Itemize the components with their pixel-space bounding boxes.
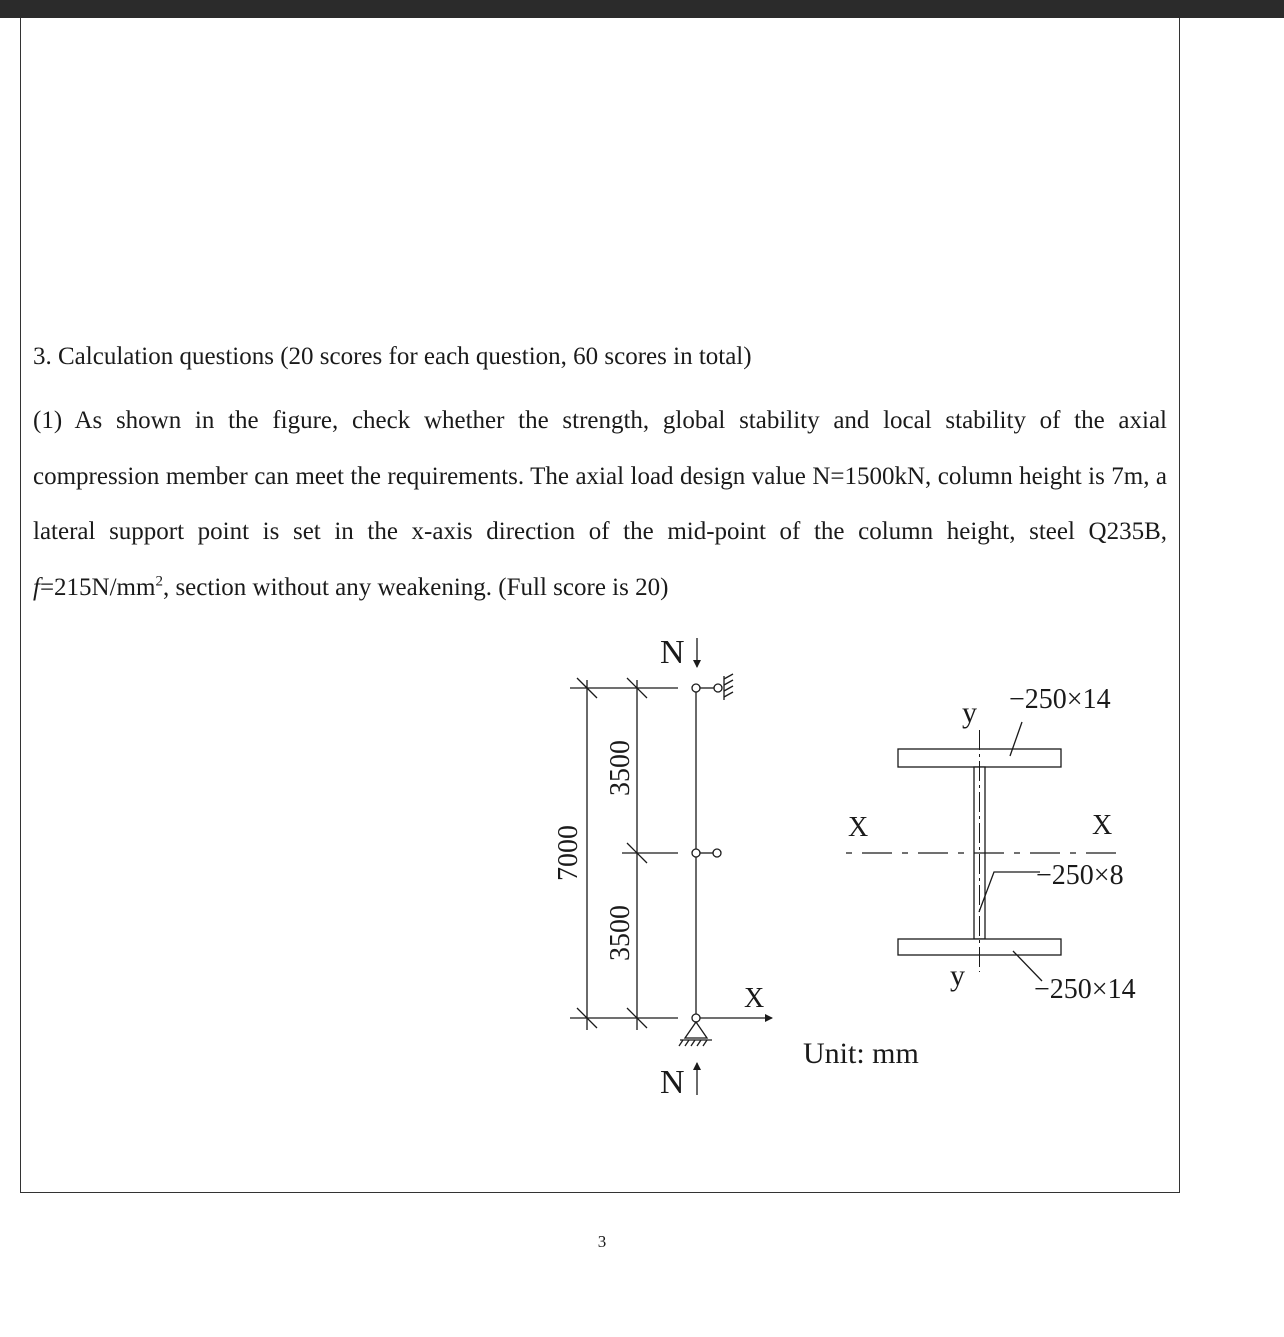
- bottom-pin-support: [685, 1022, 707, 1038]
- section-axis-x-left: X: [848, 812, 869, 843]
- top-load-label: N: [660, 634, 685, 671]
- bottom-flange-label: −250×14: [1034, 974, 1136, 1005]
- bottom-load-label: N: [660, 1064, 685, 1101]
- section-axis-y-top: y: [962, 696, 977, 729]
- web-leader: [979, 872, 1040, 912]
- page-number: 3: [597, 1232, 607, 1251]
- question-text-part3: , section without any weakening. (Full score is 20): [162, 573, 669, 601]
- section-axis-y-bottom: y: [950, 959, 965, 992]
- question-text-part2: =215N/mm: [39, 573, 156, 601]
- top-support-hinge: [714, 684, 722, 692]
- bottom-hinge: [692, 1014, 700, 1022]
- dimension-lower-label: 3500: [605, 905, 636, 961]
- question-text-part1: (1) As shown in the figure, check whether the strength, global stability and local stability of the axial compression member can meet the requirements. The axial load design value N=1500kN, column height is 7m, a lateral support point is set in the x-axis direction of the mid-point of the column height, steel Q235B,: [33, 407, 1167, 545]
- section-heading: 3. Calculation questions (20 scores for each question, 60 scores in total): [33, 343, 752, 370]
- strength-symbol: f: [33, 573, 40, 601]
- unit-label: Unit: mm: [803, 1037, 919, 1070]
- web-label: −250×8: [1036, 860, 1124, 891]
- top-bar: [0, 0, 1284, 18]
- top-flange-label: −250×14: [1009, 684, 1111, 715]
- cross-section: [846, 722, 1118, 981]
- column-elevation: [570, 638, 772, 1095]
- dimension-total-label: 7000: [553, 825, 584, 881]
- mid-support-hinge: [713, 849, 721, 857]
- unit-exponent: 2: [155, 573, 163, 590]
- dimension-upper-label: 3500: [605, 740, 636, 796]
- top-hinge: [692, 684, 700, 692]
- structural-figure: [520, 615, 1180, 1115]
- column-x-axis-label: X: [744, 983, 765, 1014]
- question-text: [33, 393, 1167, 615]
- section-axis-x-right: X: [1092, 810, 1113, 841]
- mid-hinge: [692, 849, 700, 857]
